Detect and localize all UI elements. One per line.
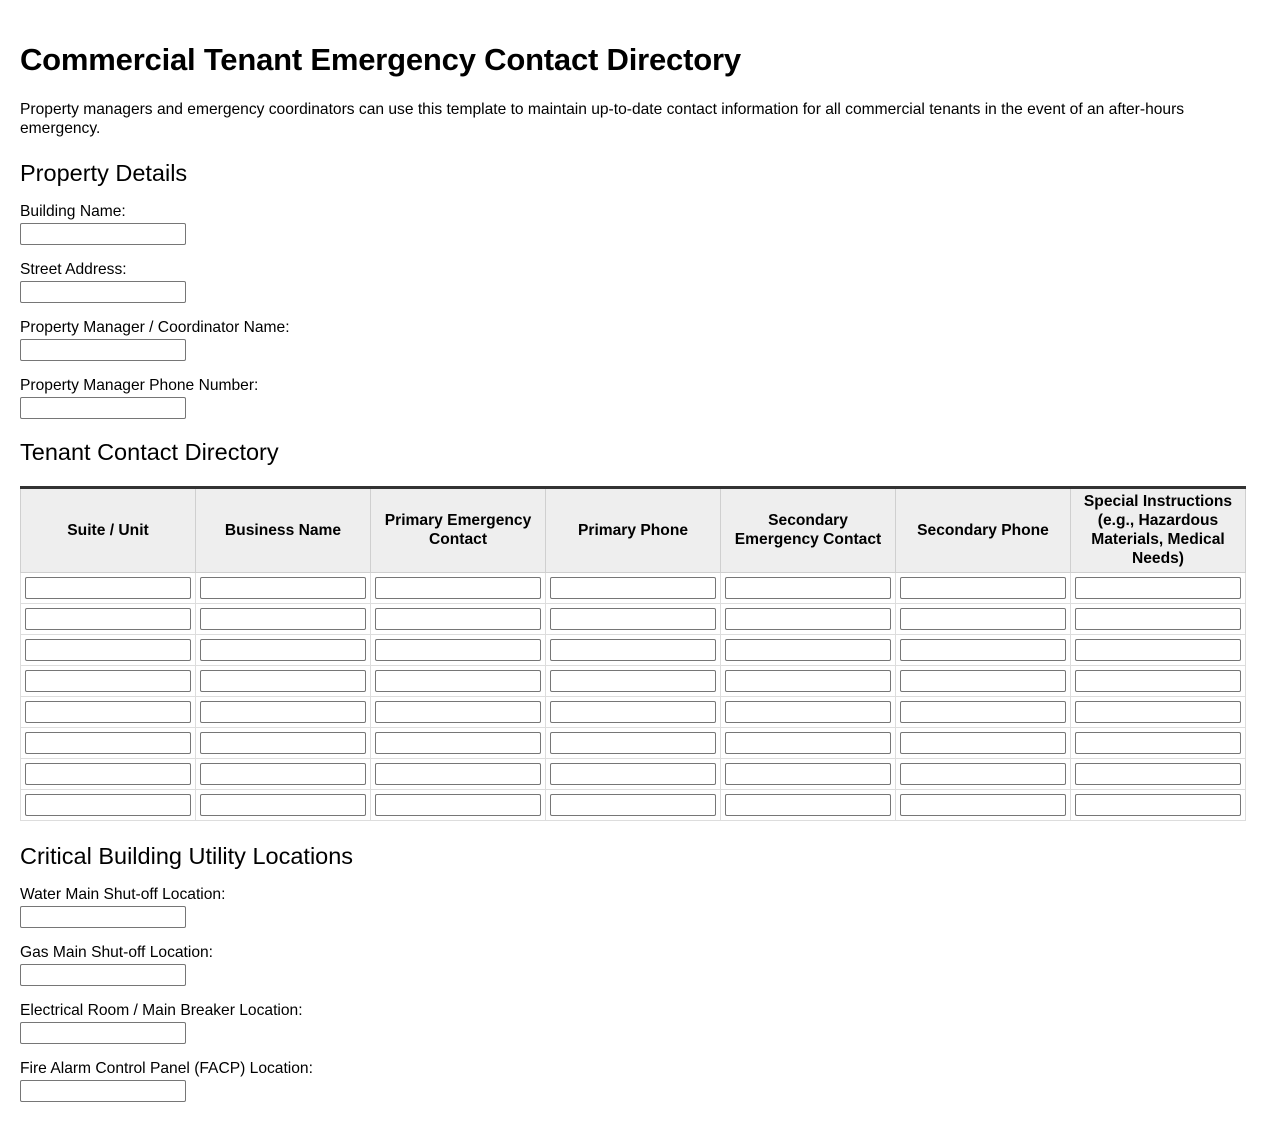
table-cell-secondary-contact [721, 604, 896, 635]
water-main-field [20, 886, 1246, 928]
secondary-phone-input[interactable] [900, 639, 1066, 661]
manager-phone-field [20, 377, 1246, 419]
table-cell-business [196, 666, 371, 697]
table-cell-special-instructions [1071, 666, 1246, 697]
table-cell-business [196, 728, 371, 759]
table-cell-primary-contact [371, 759, 546, 790]
table-cell-primary-phone [546, 666, 721, 697]
secondary-phone-input[interactable] [900, 701, 1066, 723]
primary-phone-input[interactable] [550, 763, 716, 785]
table-cell-suite [21, 573, 196, 604]
special-instructions-input[interactable] [1075, 732, 1241, 754]
table-cell-primary-phone [546, 697, 721, 728]
table-row [21, 604, 1246, 635]
fire-alarm-panel-input[interactable] [20, 1080, 186, 1102]
table-cell-suite [21, 604, 196, 635]
table-cell-suite [21, 666, 196, 697]
special-instructions-input[interactable] [1075, 608, 1241, 630]
suite-input[interactable] [25, 670, 191, 692]
table-cell-special-instructions [1071, 604, 1246, 635]
suite-input[interactable] [25, 608, 191, 630]
business-input[interactable] [200, 701, 366, 723]
column-header-suite: Suite / Unit [21, 488, 196, 573]
secondary-contact-input[interactable] [725, 794, 891, 816]
primary-contact-input[interactable] [375, 639, 541, 661]
table-cell-business [196, 604, 371, 635]
primary-contact-input[interactable] [375, 763, 541, 785]
table-cell-secondary-phone [896, 728, 1071, 759]
secondary-contact-input[interactable] [725, 670, 891, 692]
table-cell-special-instructions [1071, 759, 1246, 790]
table-cell-primary-contact [371, 635, 546, 666]
table-row [21, 759, 1246, 790]
column-header-secondary-contact: Secondary Emergency Contact [721, 488, 896, 573]
table-row [21, 666, 1246, 697]
secondary-contact-input[interactable] [725, 732, 891, 754]
table-cell-secondary-contact [721, 573, 896, 604]
secondary-phone-input[interactable] [900, 732, 1066, 754]
table-cell-primary-contact [371, 604, 546, 635]
electrical-room-label: Electrical Room / Main Breaker Location: [20, 1002, 303, 1019]
business-input[interactable] [200, 794, 366, 816]
electrical-room-input[interactable] [20, 1022, 186, 1044]
table-row [21, 573, 1246, 604]
table-cell-primary-phone [546, 573, 721, 604]
table-cell-secondary-contact [721, 728, 896, 759]
suite-input[interactable] [25, 732, 191, 754]
table-cell-primary-phone [546, 790, 721, 821]
tenant-directory-heading: Tenant Contact Directory [20, 439, 279, 465]
table-cell-suite [21, 790, 196, 821]
primary-phone-input[interactable] [550, 577, 716, 599]
gas-main-label: Gas Main Shut-off Location: [20, 944, 214, 961]
secondary-contact-input[interactable] [725, 608, 891, 630]
table-row [21, 697, 1246, 728]
street-address-input[interactable] [20, 281, 186, 303]
table-row [21, 728, 1246, 759]
table-cell-business [196, 697, 371, 728]
primary-contact-input[interactable] [375, 608, 541, 630]
primary-phone-input[interactable] [550, 608, 716, 630]
table-cell-special-instructions [1071, 697, 1246, 728]
manager-phone-input[interactable] [20, 397, 186, 419]
special-instructions-input[interactable] [1075, 701, 1241, 723]
primary-contact-input[interactable] [375, 732, 541, 754]
table-cell-special-instructions [1071, 728, 1246, 759]
tenant-directory-section [20, 438, 1246, 821]
business-input[interactable] [200, 639, 366, 661]
property-details-section [20, 159, 1246, 419]
table-cell-suite [21, 635, 196, 666]
building-name-field [20, 203, 1246, 245]
table-cell-secondary-phone [896, 790, 1071, 821]
special-instructions-input[interactable] [1075, 670, 1241, 692]
table-cell-primary-contact [371, 697, 546, 728]
column-header-primary-contact: Primary Emergency Contact [371, 488, 546, 573]
table-cell-primary-contact [371, 573, 546, 604]
fire-alarm-panel-field [20, 1060, 1246, 1102]
table-cell-business [196, 635, 371, 666]
secondary-contact-input[interactable] [725, 763, 891, 785]
table-cell-special-instructions [1071, 790, 1246, 821]
primary-phone-input[interactable] [550, 639, 716, 661]
secondary-phone-input[interactable] [900, 577, 1066, 599]
table-cell-primary-contact [371, 666, 546, 697]
column-header-business: Business Name [196, 488, 371, 573]
property-details-heading: Property Details [20, 160, 188, 186]
table-cell-secondary-contact [721, 635, 896, 666]
table-cell-secondary-phone [896, 666, 1071, 697]
building-name-label: Building Name: [20, 203, 126, 220]
table-cell-suite [21, 759, 196, 790]
special-instructions-input[interactable] [1075, 763, 1241, 785]
table-row [21, 790, 1246, 821]
table-header-row [21, 488, 1246, 573]
table-cell-primary-phone [546, 604, 721, 635]
table-cell-secondary-contact [721, 666, 896, 697]
secondary-phone-input[interactable] [900, 794, 1066, 816]
suite-input[interactable] [25, 701, 191, 723]
building-name-input[interactable] [20, 223, 186, 245]
business-input[interactable] [200, 608, 366, 630]
street-address-label: Street Address: [20, 261, 127, 278]
electrical-room-field [20, 1002, 1246, 1044]
suite-input[interactable] [25, 763, 191, 785]
table-cell-special-instructions [1071, 573, 1246, 604]
special-instructions-input[interactable] [1075, 577, 1241, 599]
business-input[interactable] [200, 670, 366, 692]
primary-contact-input[interactable] [375, 670, 541, 692]
table-cell-primary-phone [546, 635, 721, 666]
secondary-phone-input[interactable] [900, 763, 1066, 785]
manager-name-label: Property Manager / Coordinator Name: [20, 319, 290, 336]
table-cell-secondary-contact [721, 697, 896, 728]
manager-name-field [20, 319, 1246, 361]
utility-locations-section [20, 842, 1246, 1102]
table-cell-primary-contact [371, 728, 546, 759]
tenant-directory-table [20, 486, 1246, 821]
water-main-input[interactable] [20, 906, 186, 928]
table-cell-secondary-phone [896, 697, 1071, 728]
suite-input[interactable] [25, 639, 191, 661]
table-cell-secondary-phone [896, 635, 1071, 666]
business-input[interactable] [200, 577, 366, 599]
special-instructions-input[interactable] [1075, 639, 1241, 661]
secondary-contact-input[interactable] [725, 639, 891, 661]
table-cell-business [196, 759, 371, 790]
table-cell-business [196, 790, 371, 821]
column-header-special-instructions: Special Instructions (e.g., Hazardous Materials, Medical Needs) [1071, 488, 1246, 573]
table-cell-secondary-phone [896, 573, 1071, 604]
table-cell-suite [21, 697, 196, 728]
manager-phone-label: Property Manager Phone Number: [20, 377, 259, 394]
secondary-contact-input[interactable] [725, 701, 891, 723]
gas-main-field [20, 944, 1246, 986]
suite-input[interactable] [25, 794, 191, 816]
water-main-label: Water Main Shut-off Location: [20, 886, 226, 903]
table-cell-suite [21, 728, 196, 759]
primary-phone-input[interactable] [550, 701, 716, 723]
table-cell-secondary-phone [896, 604, 1071, 635]
table-cell-secondary-contact [721, 790, 896, 821]
primary-phone-input[interactable] [550, 794, 716, 816]
table-row [21, 635, 1246, 666]
table-cell-secondary-contact [721, 759, 896, 790]
table-cell-primary-contact [371, 790, 546, 821]
utility-locations-heading: Critical Building Utility Locations [20, 843, 354, 869]
secondary-phone-input[interactable] [900, 608, 1066, 630]
primary-contact-input[interactable] [375, 577, 541, 599]
gas-main-input[interactable] [20, 964, 186, 986]
primary-contact-input[interactable] [375, 701, 541, 723]
table-cell-primary-phone [546, 728, 721, 759]
primary-phone-input[interactable] [550, 670, 716, 692]
secondary-contact-input[interactable] [725, 577, 891, 599]
business-input[interactable] [200, 732, 366, 754]
table-body [21, 573, 1246, 821]
table-cell-primary-phone [546, 759, 721, 790]
secondary-phone-input[interactable] [900, 670, 1066, 692]
primary-phone-input[interactable] [550, 732, 716, 754]
column-header-secondary-phone: Secondary Phone [896, 488, 1071, 573]
primary-contact-input[interactable] [375, 794, 541, 816]
table-cell-secondary-phone [896, 759, 1071, 790]
business-input[interactable] [200, 763, 366, 785]
intro-text: Property managers and emergency coordinators can use this template to maintain up-to-date contact information for all commercial tenants in the event of an after-hours emergency. [20, 101, 1185, 137]
table-cell-business [196, 573, 371, 604]
fire-alarm-panel-label: Fire Alarm Control Panel (FACP) Location: [20, 1060, 313, 1077]
page-title: Commercial Tenant Emergency Contact Directory [20, 42, 741, 77]
suite-input[interactable] [25, 577, 191, 599]
special-instructions-input[interactable] [1075, 794, 1241, 816]
column-header-primary-phone: Primary Phone [546, 488, 721, 573]
manager-name-input[interactable] [20, 339, 186, 361]
table-cell-special-instructions [1071, 635, 1246, 666]
street-address-field [20, 261, 1246, 303]
